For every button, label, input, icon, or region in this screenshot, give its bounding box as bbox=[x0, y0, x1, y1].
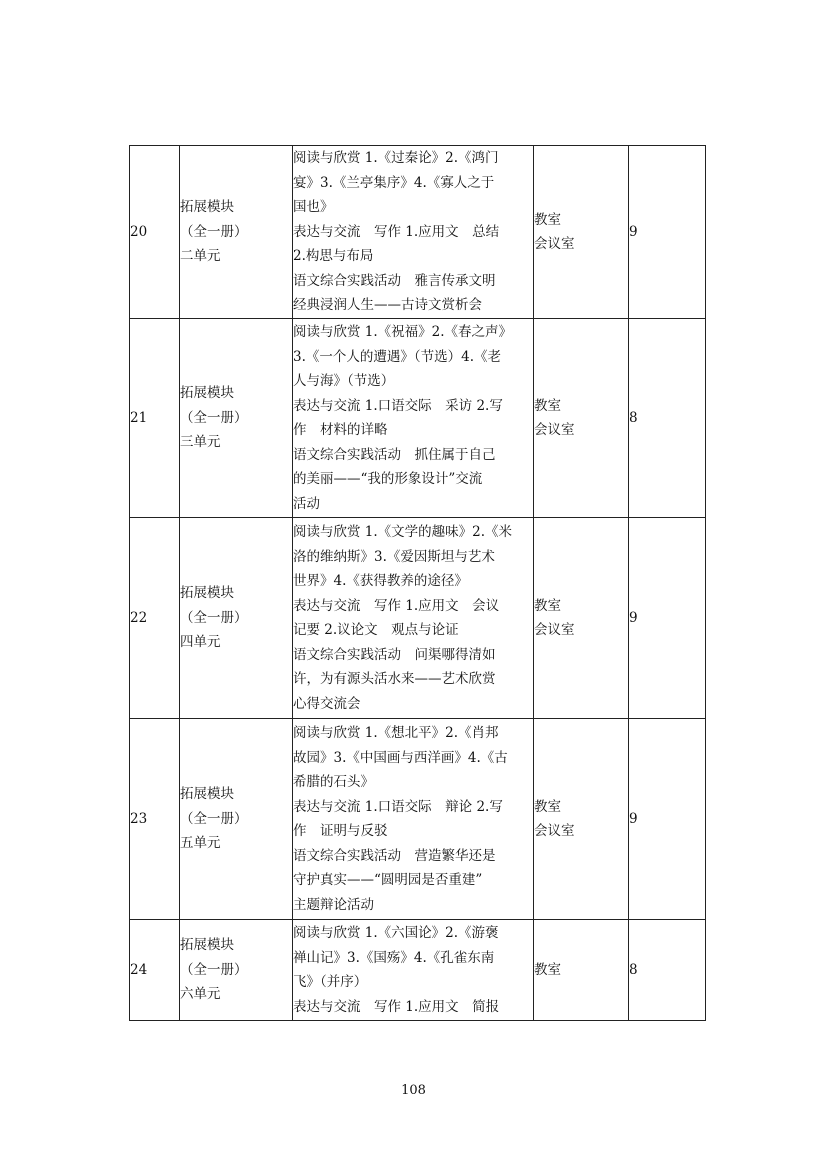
content-line: 阅读与欣赏 1.《祝福》2.《春之声》 bbox=[293, 324, 513, 340]
content-cell bbox=[293, 319, 534, 518]
venue-cell bbox=[534, 719, 629, 920]
content-line: 守护真实——“圆明园是否重建” bbox=[293, 872, 483, 888]
module-line: （全一册） bbox=[180, 609, 248, 626]
module-line: 拓展模块 bbox=[180, 786, 234, 803]
module-line: （全一册） bbox=[180, 223, 248, 240]
content-line: 表达与交流 1.口语交际 辩论 2.写 bbox=[293, 798, 503, 815]
content-line: 阅读与欣赏 1.《过秦论》2.《鸿门 bbox=[293, 150, 499, 167]
content-line: 心得交流会 bbox=[293, 695, 361, 712]
module-cell bbox=[180, 319, 293, 518]
content-line: 2.构思与布局 bbox=[293, 248, 374, 265]
content-cell bbox=[293, 518, 534, 719]
module-line: 拓展模块 bbox=[180, 385, 234, 402]
venue-cell bbox=[534, 319, 629, 518]
content-line: 阅读与欣赏 1.《想北平》2.《肖邦 bbox=[293, 725, 499, 741]
content-line: 表达与交流 写作 1.应用文 简报 bbox=[293, 998, 500, 1015]
content-line: 阅读与欣赏 1.《文学的趣味》2.《米 bbox=[293, 524, 513, 540]
content-line: 宴》3.《兰亭集序》4.《寡人之于 bbox=[293, 174, 495, 191]
content-line: 人与海》（节选） bbox=[293, 373, 395, 389]
module-line: 五单元 bbox=[180, 835, 221, 852]
module-line: 拓展模块 bbox=[180, 199, 234, 216]
venue-cell bbox=[534, 518, 629, 719]
page-number: 108 bbox=[401, 1083, 426, 1098]
content-line: 的美丽——“我的形象设计”交流 bbox=[293, 471, 483, 487]
content-line: 禅山记》3.《国殇》4.《孔雀东南 bbox=[293, 949, 495, 966]
content-line: 希腊的石头》 bbox=[293, 774, 374, 790]
row-number: 24 bbox=[130, 920, 180, 1021]
content-line: 世界》4.《获得教养的途径》 bbox=[293, 573, 468, 589]
content-line: 活动 bbox=[293, 495, 320, 512]
venue-cell bbox=[534, 146, 629, 319]
table-row bbox=[130, 719, 706, 920]
row-number: 22 bbox=[130, 518, 180, 719]
row-number: 20 bbox=[130, 146, 180, 319]
module-cell bbox=[180, 920, 293, 1021]
module-line: 三单元 bbox=[180, 434, 221, 451]
module-cell bbox=[180, 518, 293, 719]
hours-cell: 8 bbox=[629, 319, 706, 518]
module-line: 六单元 bbox=[180, 986, 221, 1003]
content-cell bbox=[293, 719, 534, 920]
content-cell bbox=[293, 146, 534, 319]
venue-line: 教室 bbox=[534, 597, 561, 614]
venue-line: 教室 bbox=[534, 961, 561, 978]
hours-cell: 9 bbox=[629, 146, 706, 319]
curriculum-table bbox=[129, 145, 706, 1021]
module-line: 四单元 bbox=[180, 634, 221, 651]
content-line: 语文综合实践活动 问渠哪得清如 bbox=[293, 646, 496, 663]
row-number: 23 bbox=[130, 719, 180, 920]
table-row bbox=[130, 518, 706, 719]
content-line: 国也》 bbox=[293, 199, 334, 216]
content-line: 阅读与欣赏 1.《六国论》2.《游褒 bbox=[293, 925, 499, 941]
content-cell bbox=[293, 920, 534, 1021]
venue-line: 会议室 bbox=[534, 422, 575, 438]
content-line: 表达与交流 1.口语交际 采访 2.写 bbox=[293, 397, 503, 414]
hours-cell: 8 bbox=[629, 920, 706, 1021]
venue-line: 教室 bbox=[534, 211, 561, 228]
module-line: 拓展模块 bbox=[180, 937, 234, 954]
module-line: （全一册） bbox=[180, 810, 248, 827]
table-row bbox=[130, 920, 706, 1021]
module-line: 二单元 bbox=[180, 248, 221, 265]
venue-line: 教室 bbox=[534, 798, 561, 815]
venue-line: 会议室 bbox=[534, 236, 575, 252]
content-line: 语文综合实践活动 抓住属于自己 bbox=[293, 446, 496, 463]
venue-line: 教室 bbox=[534, 397, 561, 414]
hours-cell: 9 bbox=[629, 518, 706, 719]
content-line: 记要 2.议论文 观点与论证 bbox=[293, 622, 459, 638]
module-cell bbox=[180, 719, 293, 920]
content-line: 表达与交流 写作 1.应用文 总结 bbox=[293, 223, 500, 240]
module-cell bbox=[180, 146, 293, 319]
venue-line: 会议室 bbox=[534, 622, 575, 638]
module-line: 拓展模块 bbox=[180, 585, 234, 602]
content-line: 许，为有源头活水来——艺术欣赏 bbox=[293, 671, 496, 687]
table-row bbox=[130, 146, 706, 319]
hours-cell: 9 bbox=[629, 719, 706, 920]
content-line: 故园》3.《中国画与西洋画》4.《古 bbox=[293, 749, 508, 766]
content-line: 作 证明与反驳 bbox=[293, 823, 388, 839]
content-line: 作 材料的详略 bbox=[293, 422, 388, 438]
content-line: 飞》（并序） bbox=[293, 974, 368, 990]
content-line: 语文综合实践活动 雅言传承文明 bbox=[293, 272, 496, 289]
row-number: 21 bbox=[130, 319, 180, 518]
module-line: （全一册） bbox=[180, 409, 248, 426]
content-line: 洛的维纳斯》3.《爱因斯坦与艺术 bbox=[293, 548, 495, 565]
content-line: 语文综合实践活动 营造繁华还是 bbox=[293, 847, 496, 864]
content-line: 经典浸润人生——古诗文赏析会 bbox=[293, 297, 482, 314]
content-line: 主题辩论活动 bbox=[293, 896, 374, 913]
content-line: 表达与交流 写作 1.应用文 会议 bbox=[293, 597, 500, 614]
table-body bbox=[130, 146, 706, 1021]
content-line: 3.《一个人的遭遇》（节选）4.《老 bbox=[293, 348, 502, 365]
venue-cell bbox=[534, 920, 629, 1021]
table-row bbox=[130, 319, 706, 518]
module-line: （全一册） bbox=[180, 961, 248, 978]
venue-line: 会议室 bbox=[534, 823, 575, 839]
